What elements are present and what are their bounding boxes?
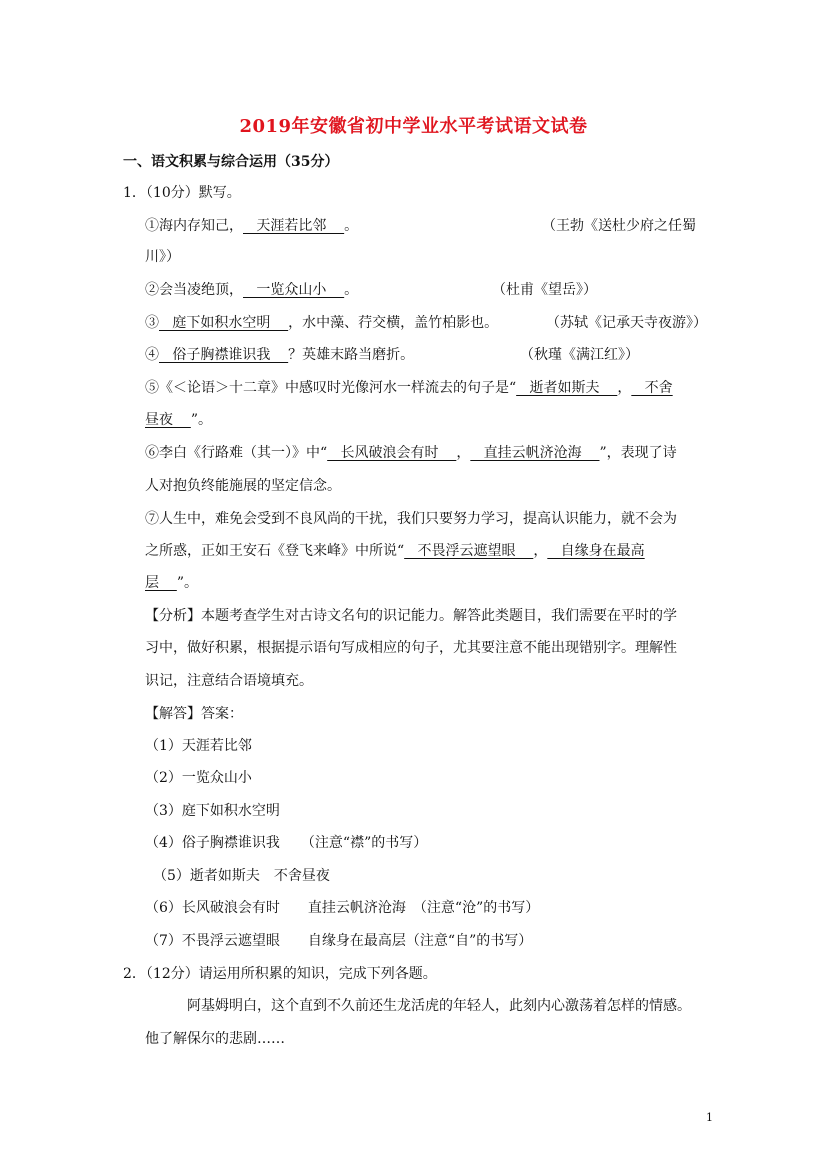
item-4-source: （秋瑾《满江红》） xyxy=(520,347,639,363)
question-1-stem: 1．（10分）默写。 xyxy=(123,185,241,201)
analysis-line-1: 【分析】本题考查学生对古诗文名句的识记能力。解答此类题目，我们需要在平时的学 xyxy=(145,608,677,624)
item-6-answer-2: 直挂云帆济沧海 xyxy=(470,445,600,461)
item-7-comma: ， xyxy=(533,543,548,559)
item-3-text: ③ xyxy=(145,315,159,331)
analysis-line-3: 识记，注意结合语境填充。 xyxy=(145,673,313,689)
passage-line-1: 阿基姆明白，这个直到不久前还生龙活虎的年轻人，此刻内心激荡着怎样的情感。 xyxy=(187,998,691,1014)
item-6-comma: ， xyxy=(456,445,471,461)
item-2-end: 。 xyxy=(344,282,359,298)
item-6-cont: 人对抱负终能施展的坚定信念。 xyxy=(145,478,341,494)
item-3-rest: ，水中藻、荇交横，盖竹柏影也。 xyxy=(288,315,499,331)
item-2-answer: 一览众山小 xyxy=(243,282,345,298)
item-3 xyxy=(145,313,498,333)
answer-7: （7）不畏浮云遮望眼 自缘身在最高层（注意“自”的书写） xyxy=(145,933,533,949)
item-1-answer: 天涯若比邻 xyxy=(243,218,345,234)
item-1 xyxy=(145,216,358,236)
page-number: 1 xyxy=(706,1111,713,1124)
item-5-answer-2: 不舍 xyxy=(631,380,673,396)
item-7-end: ”。 xyxy=(176,575,198,591)
item-7-answer-1: 不畏浮云遮望眼 xyxy=(404,543,534,559)
item-4-answer: 俗子胸襟谁识我 xyxy=(159,347,289,363)
item-2 xyxy=(145,280,358,300)
passage-line-2: 他了解保尔的悲剧…… xyxy=(145,1031,285,1047)
page-title: 2019年安徽省初中学业水平考试语文试卷 xyxy=(239,116,588,137)
item-7-answer-2-cont: 层 xyxy=(145,575,177,591)
item-5-comma: ， xyxy=(617,380,632,396)
item-5-answer-1: 逝者如斯夫 xyxy=(516,380,618,396)
item-2-source: （杜甫《望岳》） xyxy=(492,282,597,298)
item-6-answer-1: 长风破浪会有时 xyxy=(327,445,457,461)
item-5-cont xyxy=(145,410,212,430)
answer-2: （2）一览众山小 xyxy=(145,770,252,786)
item-1-source-cont: 川》） xyxy=(145,249,180,265)
item-3-answer: 庭下如积水空明 xyxy=(159,315,289,331)
item-5-end: ”。 xyxy=(190,412,212,428)
item-7-line-3 xyxy=(145,573,198,593)
item-3-source: （苏轼《记承天寺夜游》） xyxy=(546,315,707,331)
item-5 xyxy=(145,378,673,398)
item-6-text: ⑥李白《行路难（其一）》中“ xyxy=(145,445,328,461)
item-4-text: ④ xyxy=(145,347,159,363)
answer-3: （3）庭下如积水空明 xyxy=(145,803,280,819)
answer-1: （1）天涯若比邻 xyxy=(145,738,252,754)
item-4-rest: ？英雄末路当磨折。 xyxy=(288,347,415,363)
section-heading: 一、语文积累与综合运用（35分） xyxy=(123,154,339,170)
answer-heading: 【解答】答案： xyxy=(145,706,243,722)
item-7-line-1: ⑦人生中，难免会受到不良风尚的干扰，我们只要努力学习，提高认识能力，就不会为 xyxy=(145,511,677,527)
item-5-answer-2-cont: 昼夜 xyxy=(145,412,191,428)
answer-6: （6）长风破浪会有时 直挂云帆济沧海 （注意“沧”的书写） xyxy=(145,900,540,916)
question-2-stem: 2．（12分）请运用所积累的知识，完成下列各题。 xyxy=(123,966,437,982)
item-7-text: 之所惑，正如王安石《登飞来峰》中所说“ xyxy=(145,543,405,559)
item-5-text: ⑤《＜论语＞十二章》中感叹时光像河水一样流去的句子是“ xyxy=(145,380,517,396)
item-4 xyxy=(145,345,414,365)
item-6 xyxy=(145,443,677,463)
item-7-answer-2: 自缘身在最高 xyxy=(547,543,645,559)
item-7-line-2 xyxy=(145,541,645,561)
item-1-source: （王勃《送杜少府之任蜀 xyxy=(542,218,696,234)
item-1-end: 。 xyxy=(344,218,359,234)
analysis-line-2: 习中，做好积累，根据提示语句写成相应的句子，尤其要注意不能出现错别字。理解性 xyxy=(145,640,677,656)
answer-5: （5）逝者如斯夫 不舍昼夜 xyxy=(153,868,330,884)
item-2-text: ②会当凌绝顶， xyxy=(145,282,243,298)
answer-4: （4）俗子胸襟谁识我 （注意“襟”的书写） xyxy=(145,835,428,851)
item-6-rest: ”，表现了诗 xyxy=(599,445,677,461)
item-1-text: ①海内存知己， xyxy=(145,218,243,234)
